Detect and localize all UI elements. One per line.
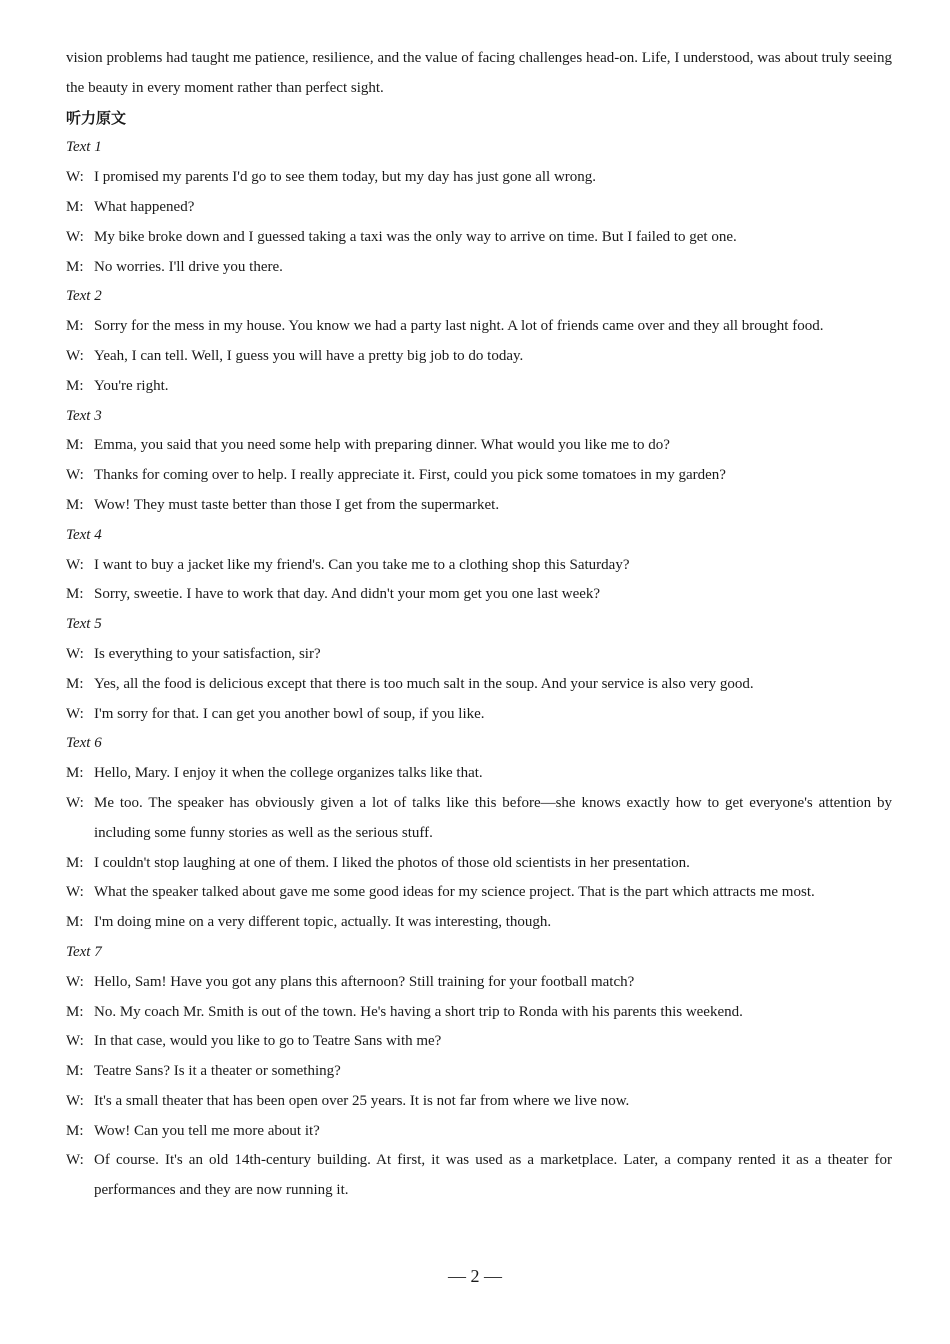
dialogue-line: [66, 342, 892, 372]
dialogue-line: [66, 1027, 892, 1057]
dialogue-text: My bike broke down and I guessed taking a taxi was the only way to arrive on time. But I failed to get one.: [94, 228, 737, 245]
dialogue-line: [66, 1146, 892, 1206]
dialogue-line: [66, 372, 892, 402]
dialogue-line: [66, 312, 892, 342]
dialogue-line: [66, 431, 892, 461]
dialogue-text: Is everything to your satisfaction, sir?: [94, 645, 321, 662]
dialogue-line: [66, 461, 892, 491]
dialogue-text: I want to buy a jacket like my friend's. Can you take me to a clothing shop this Saturday?: [94, 556, 630, 573]
dialogue-line: [66, 1057, 892, 1087]
dialogue-line: [66, 193, 892, 223]
dialogue-text: I'm sorry for that. I can get you another bowl of soup, if you like.: [94, 705, 485, 722]
speaker-label: W:: [66, 794, 84, 811]
dialogue-text: Yeah, I can tell. Well, I guess you will have a pretty big job to do today.: [94, 347, 524, 364]
speaker-label: M:: [66, 496, 84, 513]
speaker-label: M:: [66, 1003, 84, 1020]
dialogue-line: [66, 789, 892, 849]
dialogue-line: [66, 640, 892, 670]
dialogue-text: It's a small theater that has been open over 25 years. It is not far from where we live now.: [94, 1092, 630, 1109]
speaker-label: W:: [66, 973, 84, 990]
dialogue-line: [66, 551, 892, 581]
speaker-label: W:: [66, 347, 84, 364]
text-title: Text 7: [66, 943, 102, 960]
dialogue-line: [66, 670, 892, 700]
dialogue-text: I promised my parents I'd go to see them today, but my day has just gone all wrong.: [94, 169, 597, 186]
dialogue-text: Hello, Mary. I enjoy it when the college organizes talks like that.: [94, 765, 483, 782]
transcript-list: [66, 133, 892, 1206]
dialogue-text: Of course. It's an old 14th-century building. At first, it was used as a marketplace. Later, a company rented it as a theater for performances and they are now running it.: [94, 1152, 892, 1199]
intro-paragraph: [66, 44, 892, 104]
speaker-label: M:: [66, 377, 84, 394]
intro-line-1: vision problems had taught me patience, resilience, and the value of facing challenges head-on. Life, I understood, was: [66, 50, 781, 66]
dialogue-text: What happened?: [94, 198, 195, 215]
dialogue-text: No worries. I'll drive you there.: [94, 258, 283, 275]
speaker-label: M:: [66, 854, 84, 871]
dialogue-line: [66, 223, 892, 253]
dialogue-line: [66, 878, 892, 908]
document-page: [66, 44, 892, 1206]
speaker-label: M:: [66, 258, 84, 275]
dialogue-line: [66, 968, 892, 998]
speaker-label: W:: [66, 169, 84, 186]
dialogue-line: [66, 759, 892, 789]
dialogue-line: [66, 1087, 892, 1117]
section-heading: 听力原文: [66, 108, 127, 127]
speaker-label: M:: [66, 586, 84, 603]
speaker-label: W:: [66, 1152, 84, 1169]
dialogue-line: [66, 700, 892, 730]
dialogue-text: No. My coach Mr. Smith is out of the town. He's having a short trip to Ronda with his parents this weekend.: [94, 1003, 743, 1020]
speaker-label: W:: [66, 645, 84, 662]
text-title: Text 6: [66, 735, 102, 752]
dialogue-line: [66, 491, 892, 521]
text-title: Text 4: [66, 526, 102, 543]
dialogue-text: Emma, you said that you need some help with preparing dinner. What would you like me to do?: [94, 437, 670, 454]
speaker-label: M:: [66, 437, 84, 454]
speaker-label: W:: [66, 705, 84, 722]
dialogue-line: [66, 908, 892, 938]
dialogue-text: Teatre Sans? Is it a theater or something?: [94, 1063, 341, 1080]
dialogue-line: [66, 849, 892, 879]
speaker-label: W:: [66, 228, 84, 245]
dialogue-text: I couldn't stop laughing at one of them. I liked the photos of those old scientists in her presentation.: [94, 854, 690, 871]
text-title: Text 1: [66, 139, 102, 156]
speaker-label: W:: [66, 467, 84, 484]
dialogue-line: [66, 253, 892, 283]
speaker-label: W:: [66, 556, 84, 573]
dialogue-text: Thanks for coming over to help. I really appreciate it. First, could you pick some tomatoes in my garden?: [94, 467, 726, 484]
dialogue-text: What the speaker talked about gave me some good ideas for my science project. That is the part which attracts me most.: [94, 884, 815, 901]
dialogue-text: Hello, Sam! Have you got any plans this afternoon? Still training for your football match?: [94, 973, 635, 990]
dialogue-text: Sorry, sweetie. I have to work that day. And didn't your mom get you one last week?: [94, 586, 601, 603]
dialogue-line: [66, 1117, 892, 1147]
dialogue-text: In that case, would you like to go to Teatre Sans with me?: [94, 1033, 442, 1050]
dialogue-text: Yes, all the food is delicious except that there is too much salt in the soup. And your service is also very good.: [94, 675, 754, 692]
dialogue-text: You're right.: [94, 377, 169, 394]
text-title: Text 3: [66, 407, 102, 424]
page-number: — 2 —: [448, 1266, 502, 1286]
dialogue-line: [66, 998, 892, 1028]
dialogue-text: Wow! They must taste better than those I get from the supermarket.: [94, 496, 500, 513]
dialogue-text: Wow! Can you tell me more about it?: [94, 1122, 320, 1139]
dialogue-line: [66, 580, 892, 610]
speaker-label: W:: [66, 1033, 84, 1050]
speaker-label: M:: [66, 1063, 84, 1080]
speaker-label: M:: [66, 765, 84, 782]
speaker-label: W:: [66, 884, 84, 901]
speaker-label: M:: [66, 198, 84, 215]
text-title: Text 5: [66, 616, 102, 633]
speaker-label: M:: [66, 1122, 84, 1139]
speaker-label: M:: [66, 675, 84, 692]
text-title: Text 2: [66, 288, 102, 305]
dialogue-text: Sorry for the mess in my house. You know we had a party last night. A lot of friends came over and they all brought food.: [94, 318, 824, 335]
speaker-label: W:: [66, 1092, 84, 1109]
dialogue-line: [66, 163, 892, 193]
speaker-label: M:: [66, 914, 84, 931]
dialogue-text: Me too. The speaker has obviously given a lot of talks like this before—she knows exactly how to get everyone's attention by including some funny stories as well as the serious stuff.: [94, 794, 892, 841]
intro-line-2: about truly seeing the beauty in every moment rather than perfect sight.: [66, 50, 892, 96]
speaker-label: M:: [66, 318, 84, 335]
dialogue-text: I'm doing mine on a very different topic, actually. It was interesting, though.: [94, 914, 552, 931]
